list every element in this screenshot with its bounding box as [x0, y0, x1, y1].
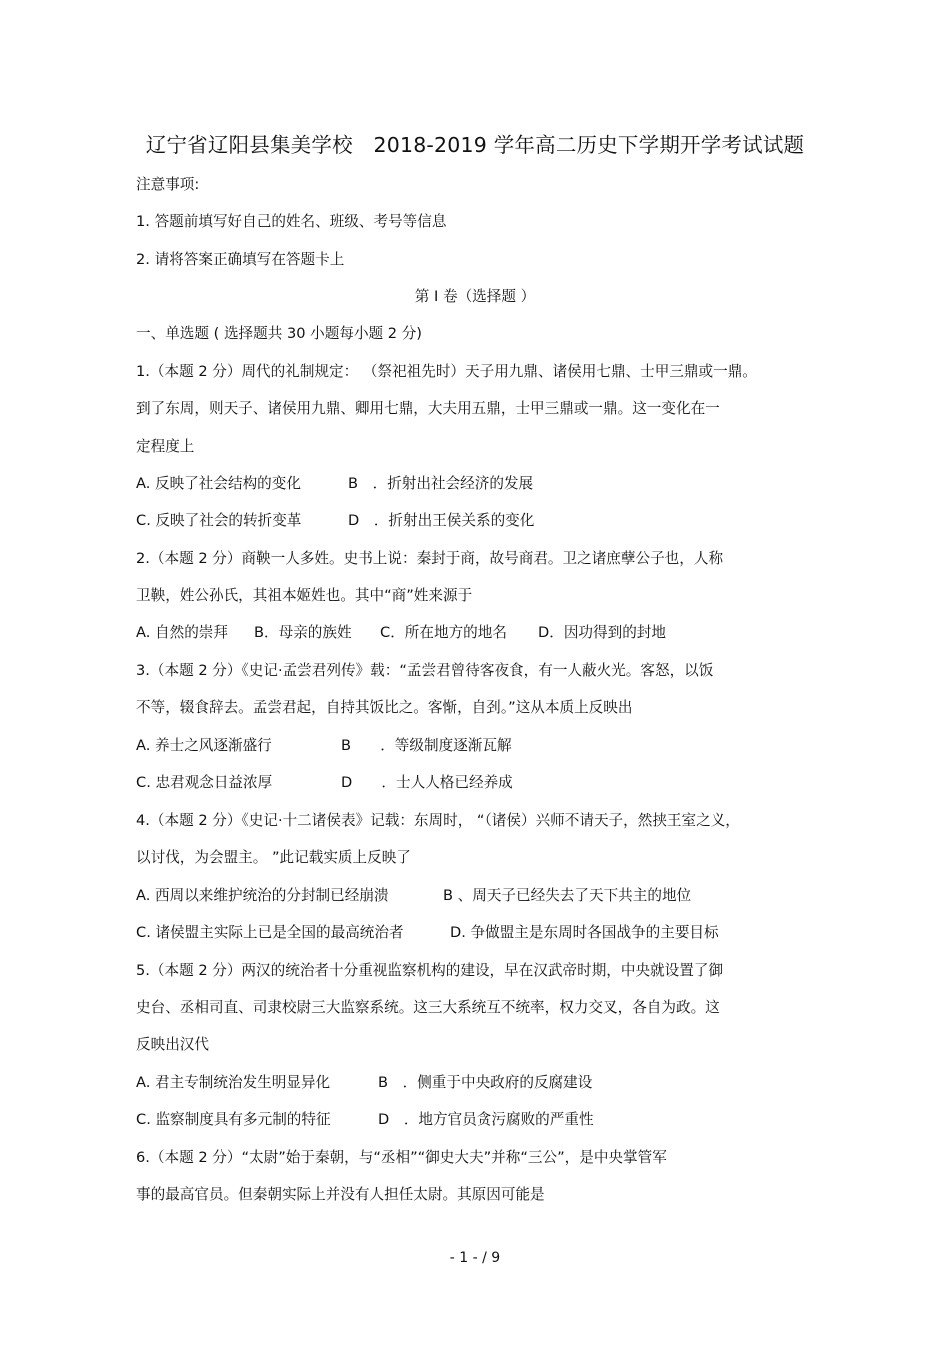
- part-heading: 一、单选题 ( 选择题共 30 小题每小题 2 分): [136, 325, 422, 342]
- q1-option-a: A. 反映了社会结构的变化: [136, 475, 301, 492]
- q1-option-b: B ．折射出社会经济的发展: [348, 475, 534, 492]
- q3-option-b: B ．等级制度逐渐瓦解: [341, 737, 512, 754]
- q5-option-c: C. 监察制度具有多元制的特征: [136, 1111, 331, 1128]
- question-1-line: 到了东周，则天子、诸侯用九鼎、卿用七鼎，大夫用五鼎，士甲三鼎或一鼎。这一变化在一: [136, 400, 720, 417]
- question-5-line: 史台、丞相司直、司隶校尉三大监察系统。这三大系统互不统率，权力交叉，各自为政。这: [136, 999, 720, 1016]
- notice-item: 1. 答题前填写好自己的姓名、班级、考号等信息: [136, 213, 447, 230]
- question-2-line: 卫鞅，姓公孙氏，其祖本姬姓也。其中“商”姓来源于: [136, 587, 473, 604]
- question-5-line: 反映出汉代: [136, 1036, 209, 1053]
- question-4-line: 4.（本题 2 分）《史记·十二诸侯表》记载：东周时， “（诸侯）兴师不请天子，然挟王室之义，: [136, 812, 740, 829]
- q5-option-d: D ．地方官员贪污腐败的严重性: [378, 1111, 594, 1128]
- q1-option-c: C. 反映了社会的转折变革: [136, 512, 302, 529]
- question-6-line: 事的最高官员。但秦朝实际上并没有人担任太尉。其原因可能是: [136, 1186, 545, 1203]
- q4-option-a: A. 西周以来维护统治的分封制已经崩溃: [136, 887, 389, 904]
- q3-option-a: A. 养士之风逐渐盛行: [136, 737, 272, 754]
- q3-option-d: D ．士人人格已经养成: [341, 774, 513, 791]
- notice-item: 2. 请将答案正确填写在答题卡上: [136, 251, 345, 268]
- q5-option-b: B ．侧重于中央政府的反腐建设: [378, 1074, 593, 1091]
- question-3-line: 不等，辍食辞去。孟尝君起，自持其饭比之。客惭，自刭。”这从本质上反映出: [136, 699, 633, 716]
- section-title: 第 I 卷（选择题 ）: [414, 288, 536, 305]
- q4-option-b: B 、周天子已经失去了天下共主的地位: [443, 887, 692, 904]
- question-2-line: 2.（本题 2 分）商鞅一人多姓。史书上说：秦封于商，故号商君。卫之诸庶孽公子也，人称: [136, 550, 724, 567]
- question-6-line: 6.（本题 2 分）“太尉”始于秦朝，与“丞相”“御史大夫”并称“三公”，是中央掌管军: [136, 1149, 667, 1166]
- notice-heading: 注意事项:: [136, 176, 200, 193]
- question-3-line: 3.（本题 2 分）《史记·孟尝君列传》载：“孟尝君曾待客夜食，有一人蔽火光。客怒，以饭: [136, 662, 714, 679]
- page-number: - 1 - / 9: [449, 1250, 501, 1266]
- question-5-line: 5.（本题 2 分）两汉的统治者十分重视监察机构的建设，早在汉武帝时期，中央就设置了御: [136, 962, 724, 979]
- q1-option-d: D ．折射出王侯关系的变化: [348, 512, 535, 529]
- question-1-line: 定程度上: [136, 438, 195, 455]
- q4-option-c: C. 诸侯盟主实际上已是全国的最高统治者: [136, 924, 404, 941]
- q2-option-d: D．因功得到的封地: [538, 624, 666, 641]
- question-4-line: 以讨伐，为会盟主。 ”此记载实质上反映了: [136, 849, 411, 866]
- page-title: 辽宁省辽阳县集美学校 2018-2019 学年高二历史下学期开学考试试题: [145, 133, 805, 157]
- q5-option-a: A. 君主专制统治发生明显异化: [136, 1074, 331, 1091]
- q2-option-b: B．母亲的族姓: [254, 624, 352, 641]
- question-1-line: 1.（本题 2 分）周代的礼制规定： （祭祀祖先时）天子用九鼎、诸侯用七鼎、士甲三鼎或一鼎。: [136, 363, 757, 380]
- q4-option-d: D. 争做盟主是东周时各国战争的主要目标: [450, 924, 719, 941]
- q2-option-c: C．所在地方的地名: [380, 624, 507, 641]
- q2-option-a: A. 自然的崇拜: [136, 624, 228, 641]
- q3-option-c: C. 忠君观念日益浓厚: [136, 774, 273, 791]
